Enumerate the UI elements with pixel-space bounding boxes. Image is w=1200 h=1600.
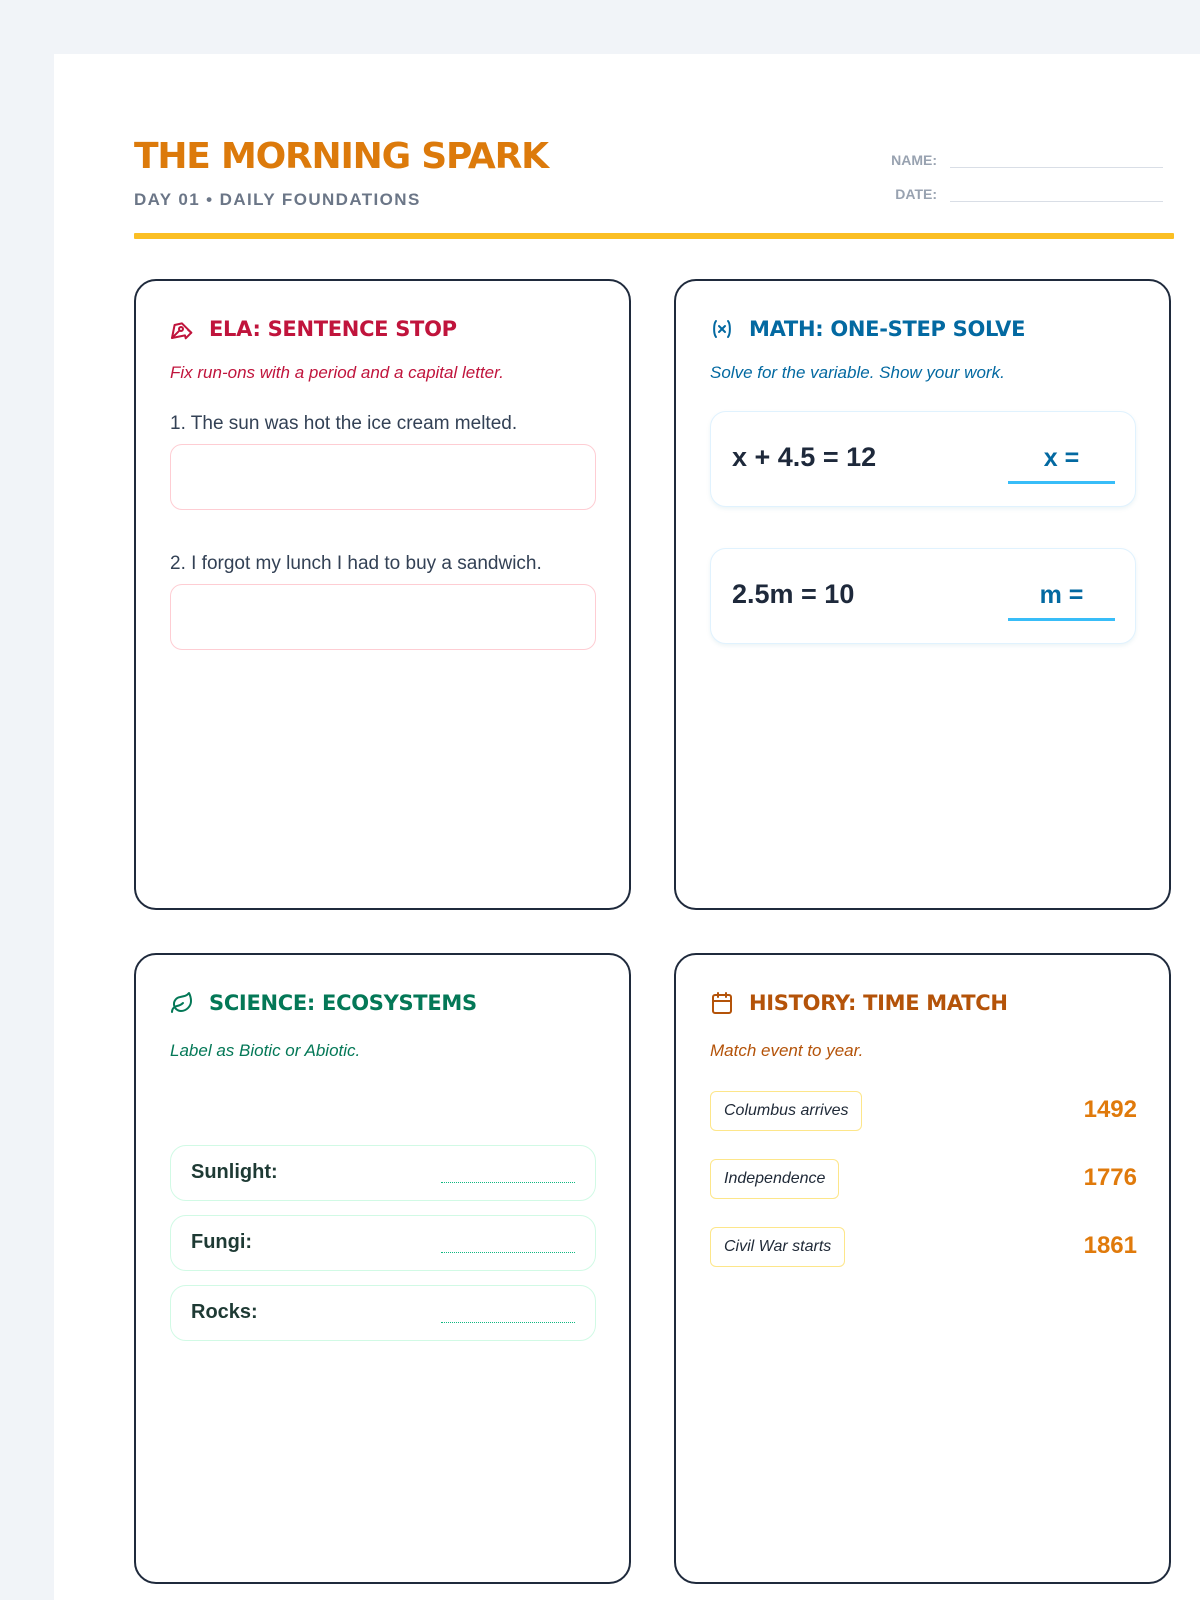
science-item-1 [170, 1145, 596, 1201]
history-year-1[interactable]: 1492 [1083, 1096, 1137, 1123]
ela-instruction: Fix run-ons with a period and a capital letter. [170, 363, 504, 382]
page-subtitle: DAY 01 • DAILY FOUNDATIONS [134, 190, 421, 209]
math-problem-1 [710, 411, 1136, 507]
ela-question-2: 2. I forgot my lunch I had to buy a sandwich. [170, 553, 542, 574]
ela-answer-box-2[interactable] [170, 584, 596, 650]
history-card [674, 953, 1171, 1584]
math-header [710, 317, 1025, 341]
math-equation-2: 2.5m = 10 [732, 579, 855, 609]
history-event-2[interactable]: Independence [710, 1159, 839, 1199]
science-item-label: Rocks: [191, 1301, 258, 1323]
history-header [710, 991, 1008, 1015]
history-instruction: Match event to year. [710, 1041, 864, 1060]
history-year-3[interactable]: 1861 [1083, 1232, 1137, 1259]
math-answer-1[interactable]: x = [1008, 438, 1115, 484]
science-header [170, 991, 477, 1015]
ela-question-1: 1. The sun was hot the ice cream melted. [170, 413, 518, 434]
ela-card [134, 279, 631, 910]
science-item-2 [170, 1215, 596, 1271]
ela-answer-box-1[interactable] [170, 444, 596, 510]
math-equation-1: x + 4.5 = 12 [732, 442, 877, 472]
science-item-3 [170, 1285, 596, 1341]
worksheet-page [54, 54, 1200, 1600]
math-card [674, 279, 1171, 910]
name-label: NAME: [891, 152, 937, 168]
calendar-icon [710, 991, 734, 1015]
science-item-label: Fungi: [191, 1231, 253, 1253]
math-heading: MATH: ONE-STEP SOLVE [749, 317, 1026, 341]
ela-heading: ELA: SENTENCE STOP [209, 317, 457, 341]
date-label: DATE: [895, 186, 937, 202]
history-event-1[interactable]: Columbus arrives [710, 1091, 862, 1131]
history-heading: HISTORY: TIME MATCH [749, 991, 1008, 1015]
name-line[interactable] [950, 150, 1163, 168]
math-answer-2[interactable]: m = [1008, 575, 1115, 621]
history-year-2[interactable]: 1776 [1083, 1164, 1137, 1191]
history-event-3[interactable]: Civil War starts [710, 1227, 845, 1267]
math-instruction: Solve for the variable. Show your work. [710, 363, 1005, 382]
science-heading: SCIENCE: ECOSYSTEMS [209, 991, 477, 1015]
name-field [871, 150, 1163, 168]
science-item-label: Sunlight: [191, 1161, 278, 1183]
science-answer-line[interactable] [441, 1252, 575, 1253]
science-instruction: Label as Biotic or Abiotic. [170, 1041, 361, 1060]
science-answer-line[interactable] [441, 1322, 575, 1323]
header-rule [134, 233, 1174, 239]
page-title: THE MORNING SPARK [134, 136, 548, 177]
pen-nib-icon [170, 317, 194, 341]
math-problem-2 [710, 548, 1136, 644]
science-card [134, 953, 631, 1584]
leaf-icon [170, 991, 194, 1015]
variable-icon [710, 317, 734, 341]
date-field [871, 184, 1163, 202]
ela-header [170, 317, 457, 341]
date-line[interactable] [950, 184, 1163, 202]
science-answer-line[interactable] [441, 1182, 575, 1183]
